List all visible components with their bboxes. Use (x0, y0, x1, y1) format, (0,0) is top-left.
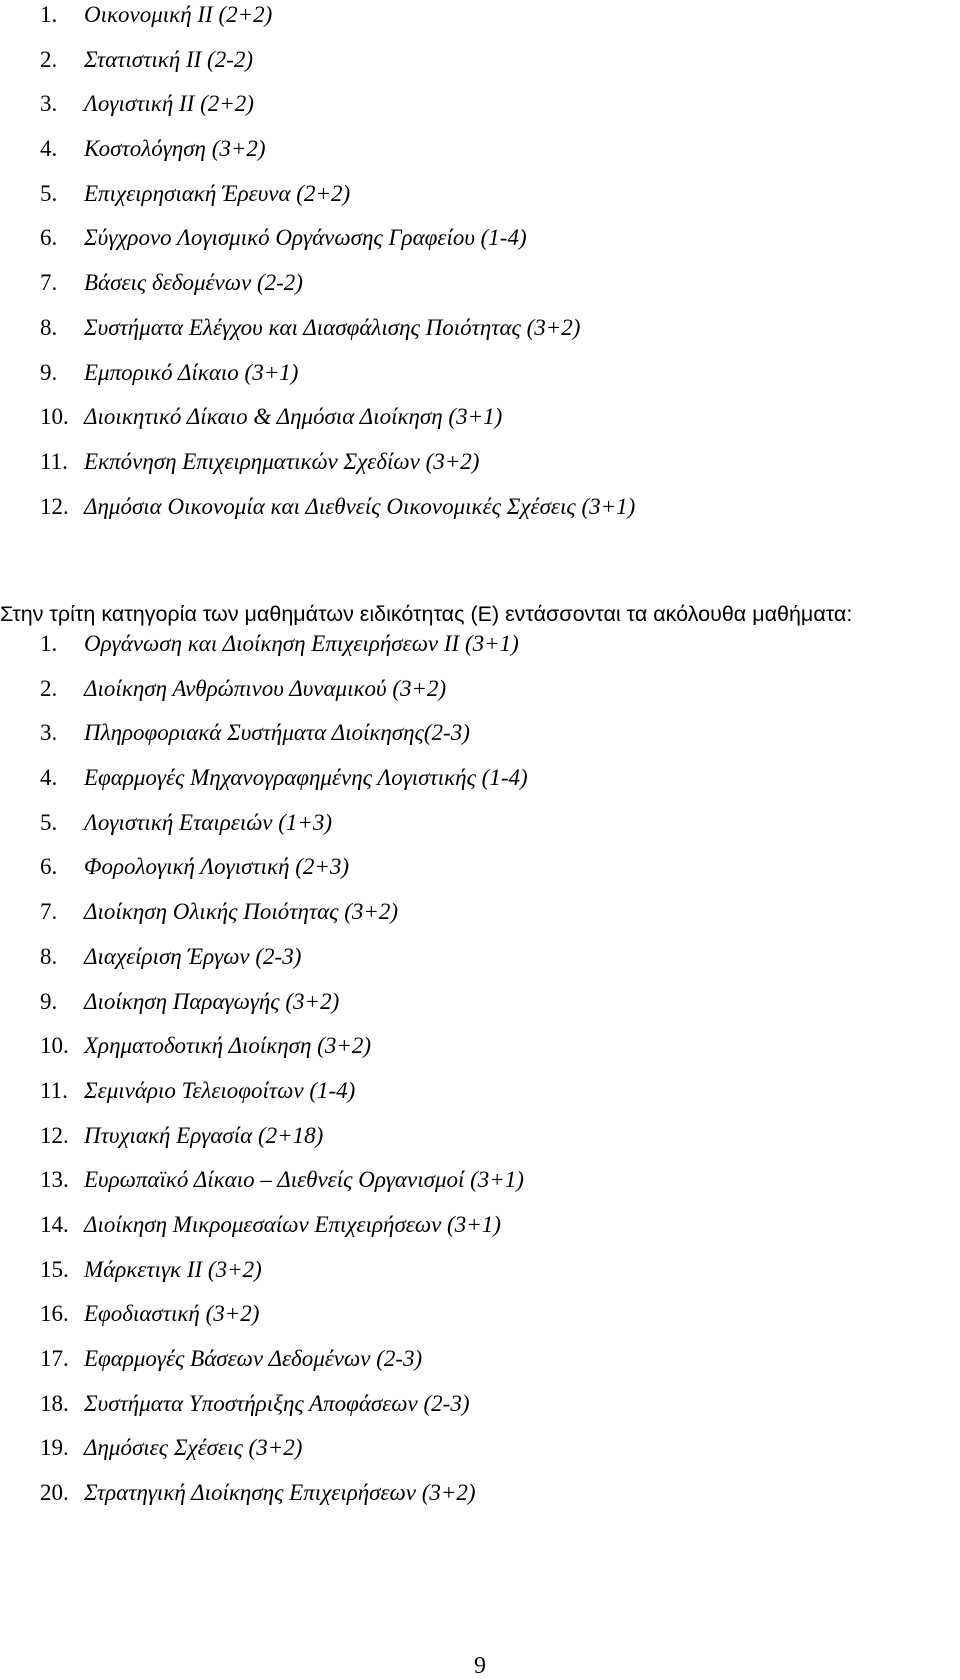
item-number: 14. (40, 1211, 69, 1237)
item-number: 18. (40, 1390, 69, 1416)
item-text: Δημόσιες Σχέσεις (3+2) (84, 1435, 303, 1461)
item-number: 17. (40, 1346, 69, 1371)
item-text: Διοίκηση Ολικής Ποιότητας (3+2) (84, 899, 399, 925)
list-item (0, 1426, 960, 1471)
item-number: 5. (40, 180, 58, 206)
list-item (0, 485, 960, 530)
item-text: Λογιστική Εταιρειών (1+3) (84, 809, 333, 835)
item-number: 15. (40, 1256, 69, 1282)
item-number: 6. (40, 854, 58, 880)
list-item (0, 1382, 960, 1427)
item-text: Διοίκηση Μικρομεσαίων Επιχειρήσεων (3+1) (84, 1211, 501, 1237)
item-number: 9. (40, 988, 58, 1014)
item-text: Δημόσια Οικονομία και Διεθνείς Οικονομικές Σχέσεις (3+1) (84, 493, 636, 519)
list-item (0, 1114, 960, 1159)
course-list-third-category (0, 622, 960, 1516)
item-text: Μάρκετιγκ ΙΙ (3+2) (84, 1256, 262, 1282)
item-number: 11. (40, 448, 68, 474)
item-text: Σύγχρονο Λογισμικό Οργάνωσης Γραφείου (1-4) (84, 225, 527, 251)
item-number: 10. (40, 1033, 69, 1059)
item-text: Εκπόνηση Επιχειρηματικών Σχεδίων (3+2) (84, 448, 480, 474)
item-text: Χρηματοδοτική Διοίκηση (3+2) (84, 1033, 372, 1059)
item-number: 8. (40, 943, 58, 969)
item-number: 11. (40, 1077, 68, 1103)
list-item (0, 711, 960, 756)
list-item (0, 622, 960, 667)
list-item (0, 395, 960, 440)
list-item (0, 935, 960, 980)
item-text: Στρατηγική Διοίκησης Επιχειρήσεων (3+2) (84, 1480, 476, 1506)
list-item (0, 1158, 960, 1203)
list-item (0, 845, 960, 890)
list-item (0, 127, 960, 172)
list-item (0, 172, 960, 217)
item-number: 13. (40, 1167, 69, 1193)
item-text: Πληροφοριακά Συστήματα Διοίκησης(2-3) (84, 720, 470, 746)
item-number: 7. (40, 899, 58, 925)
item-text: Επιχειρησιακή Έρευνα (2+2) (84, 180, 351, 206)
list-item (0, 1203, 960, 1248)
item-text: Διοίκηση Παραγωγής (3+2) (84, 988, 340, 1014)
item-number: 1. (40, 631, 58, 656)
list-item (0, 1024, 960, 1069)
item-number: 10. (40, 404, 69, 430)
item-number: 12. (40, 493, 69, 519)
list-item (0, 1248, 960, 1293)
list-item (0, 82, 960, 127)
list-item (0, 890, 960, 935)
item-text: Κοστολόγηση (3+2) (84, 136, 266, 162)
item-text: Φορολογική Λογιστική (2+3) (84, 854, 350, 880)
list-item (0, 1471, 960, 1516)
list-item (0, 216, 960, 261)
list-item (0, 801, 960, 846)
item-number: 4. (40, 765, 58, 791)
item-text: Οικονομική ΙΙ (2+2) (84, 2, 273, 27)
item-number: 16. (40, 1301, 69, 1327)
item-text: Εμπορικό Δίκαιο (3+1) (84, 359, 299, 385)
item-number: 2. (40, 46, 58, 72)
list-item (0, 306, 960, 351)
item-text: Διαχείριση Έργων (2-3) (84, 943, 302, 969)
page-number: 9 (474, 1653, 486, 1679)
item-text: Συστήματα Υποστήριξης Αποφάσεων (2-3) (84, 1390, 470, 1416)
list-item (0, 1292, 960, 1337)
third-category-intro: Στην τρίτη κατηγορία των μαθημάτων ειδικότητας (Ε) εντάσσονται τα ακόλουθα μαθήματα: (0, 601, 853, 626)
item-number: 19. (40, 1435, 69, 1461)
item-text: Βάσεις δεδομένων (2-2) (84, 270, 303, 296)
item-number: 1. (40, 2, 58, 27)
list-item (0, 1337, 960, 1382)
list-item (0, 261, 960, 306)
item-number: 5. (40, 809, 58, 835)
item-number: 3. (40, 91, 58, 117)
item-text: Στατιστική ΙΙ (2-2) (84, 46, 254, 72)
list-item (0, 351, 960, 396)
item-text: Συστήματα Ελέγχου και Διασφάλισης Ποιότητας (3+2) (84, 314, 581, 340)
list-item (0, 38, 960, 83)
item-number: 20. (40, 1480, 69, 1506)
list-item (0, 1069, 960, 1114)
item-text: Λογιστική ΙΙ (2+2) (84, 91, 254, 117)
list-item (0, 667, 960, 712)
item-number: 7. (40, 270, 58, 296)
item-number: 9. (40, 359, 58, 385)
item-number: 4. (40, 136, 58, 162)
list-item (0, 756, 960, 801)
list-item (0, 0, 960, 38)
item-text: Σεμινάριο Τελειοφοίτων (1-4) (84, 1077, 356, 1103)
item-text: Οργάνωση και Διοίκηση Επιχειρήσεων ΙΙ (3+1) (84, 631, 519, 656)
item-number: 12. (40, 1122, 69, 1148)
item-text: Εφαρμογές Μηχανογραφημένης Λογιστικής (1-4) (84, 765, 528, 791)
item-number: 3. (40, 720, 58, 746)
course-list-second-category (0, 0, 960, 529)
item-text: Διοικητικό Δίκαιο & Δημόσια Διοίκηση (3+1) (84, 404, 503, 430)
item-text: Εφοδιαστική (3+2) (84, 1301, 260, 1327)
item-text: Εφαρμογές Βάσεων Δεδομένων (2-3) (84, 1346, 423, 1371)
item-text: Ευρωπαϊκό Δίκαιο – Διεθνείς Οργανισμοί (3+1) (84, 1167, 524, 1193)
list-item (0, 980, 960, 1025)
item-number: 2. (40, 675, 58, 701)
item-text: Διοίκηση Ανθρώπινου Δυναμικού (3+2) (84, 675, 447, 701)
item-text: Πτυχιακή Εργασία (2+18) (84, 1122, 324, 1148)
item-number: 6. (40, 225, 58, 251)
list-item (0, 440, 960, 485)
item-number: 8. (40, 314, 58, 340)
